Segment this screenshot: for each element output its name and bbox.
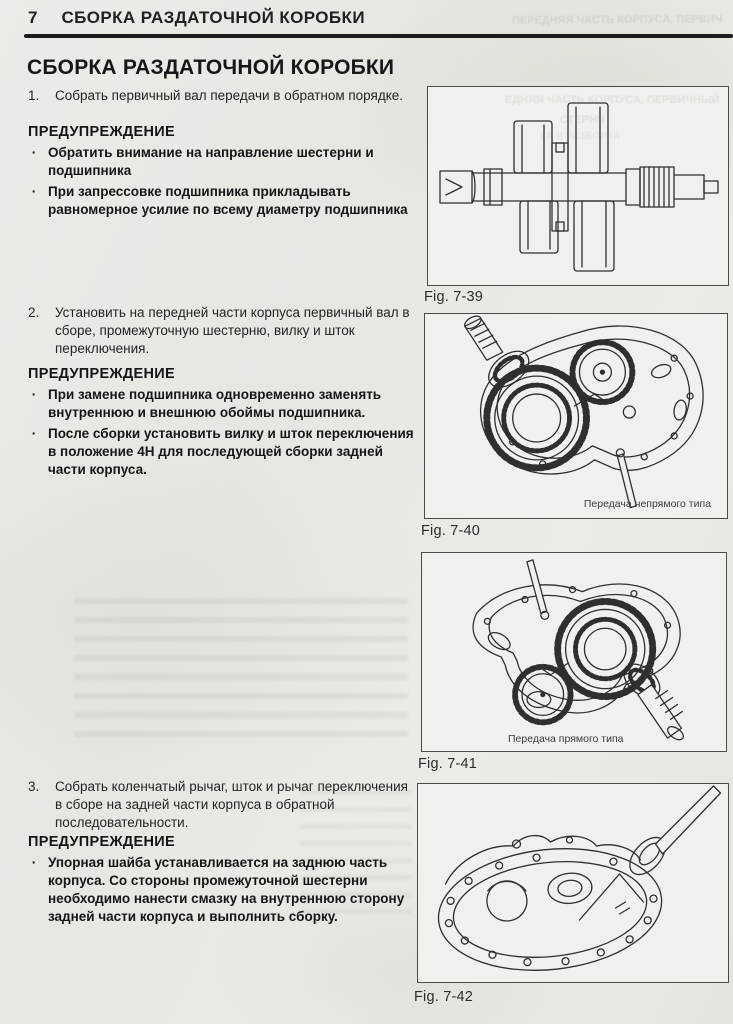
step-2 [28, 304, 412, 357]
bullet-icon: · [31, 387, 37, 402]
front-case-direct-drawing [422, 553, 726, 751]
figure-caption: Fig. 7-39 [424, 289, 484, 305]
warning-item: · При замене подшипника одновременно заменять внутреннюю и внешнюю обоймы подшипника. [28, 386, 416, 422]
page-header [28, 8, 365, 28]
bullet-icon: · [31, 145, 37, 160]
header-divider [24, 34, 733, 38]
step-number: 1. [28, 88, 40, 103]
warning-item: · При запрессовке подшипника прикладывать равномерное усилие по всему диаметру подшипника [28, 183, 416, 219]
warning-block-1 [28, 124, 416, 222]
figure-7-40 [424, 313, 728, 519]
bleedthrough-text: ПЕРЕДНЯЯ ЧАСТЬ КОРПУСА, ПЕРВИЧ [511, 13, 723, 27]
step-number: 2. [28, 305, 40, 320]
figure-7-42 [417, 783, 729, 983]
figure-caption: Fig. 7-41 [418, 756, 478, 772]
warning-title: ПРЕДУПРЕЖДЕНИЕ [28, 834, 175, 850]
rear-case-drawing [418, 784, 728, 982]
chapter-number: 7 [28, 8, 38, 27]
figure-caption: Fig. 7-42 [414, 989, 474, 1005]
chapter-title: СБОРКА РАЗДАТОЧНОЙ КОРОБКИ [61, 8, 365, 27]
warning-item: · После сборки установить вилку и шток переключения в положение 4H для последующей сборки задней части корпуса. [28, 425, 416, 479]
step-number: 3. [28, 779, 40, 794]
warning-title: ПРЕДУПРЕЖДЕНИЕ [28, 124, 175, 140]
warning-block-2 [28, 366, 416, 482]
step-1 [28, 87, 412, 105]
warning-item: · Обратить внимание на направление шестерни и подшипника [28, 144, 416, 180]
warning-block-3 [28, 834, 416, 929]
section-heading: СБОРКА РАЗДАТОЧНОЙ КОРОБКИ [27, 56, 395, 79]
step-3 [28, 778, 412, 831]
primary-shaft-drawing [428, 87, 728, 285]
bullet-icon: · [31, 425, 37, 441]
bullet-icon: · [31, 183, 37, 199]
figure-caption: Fig. 7-40 [421, 523, 481, 539]
figure-inner-label: Передача прямого типа [508, 733, 624, 745]
bleedthrough-artifact [74, 598, 408, 746]
figure-inner-label: Передача непрямого типа [583, 498, 711, 510]
bullet-icon: · [31, 855, 37, 870]
step-text: Собрать коленчатый рычаг, шток и рычаг переключения в сборе на задней части корпуса в обратной последовательности. [55, 779, 408, 830]
figure-7-41 [421, 552, 727, 752]
figure-7-39 [427, 86, 729, 286]
front-case-indirect-drawing [425, 314, 727, 518]
warning-title: ПРЕДУПРЕЖДЕНИЕ [28, 366, 175, 382]
warning-item: · Упорная шайба устанавливается на заднюю часть корпуса. Со стороны промежуточной шестерни необходимо нанести смазку на внутреннюю сторону задней части корпуса и выполнить сборку. [28, 854, 416, 926]
step-text: Собрать первичный вал передачи в обратном порядке. [55, 88, 404, 103]
step-text: Установить на передней части корпуса первичный вал в сборе, промежуточную шестерню, вилку и шток переключения. [55, 305, 410, 356]
